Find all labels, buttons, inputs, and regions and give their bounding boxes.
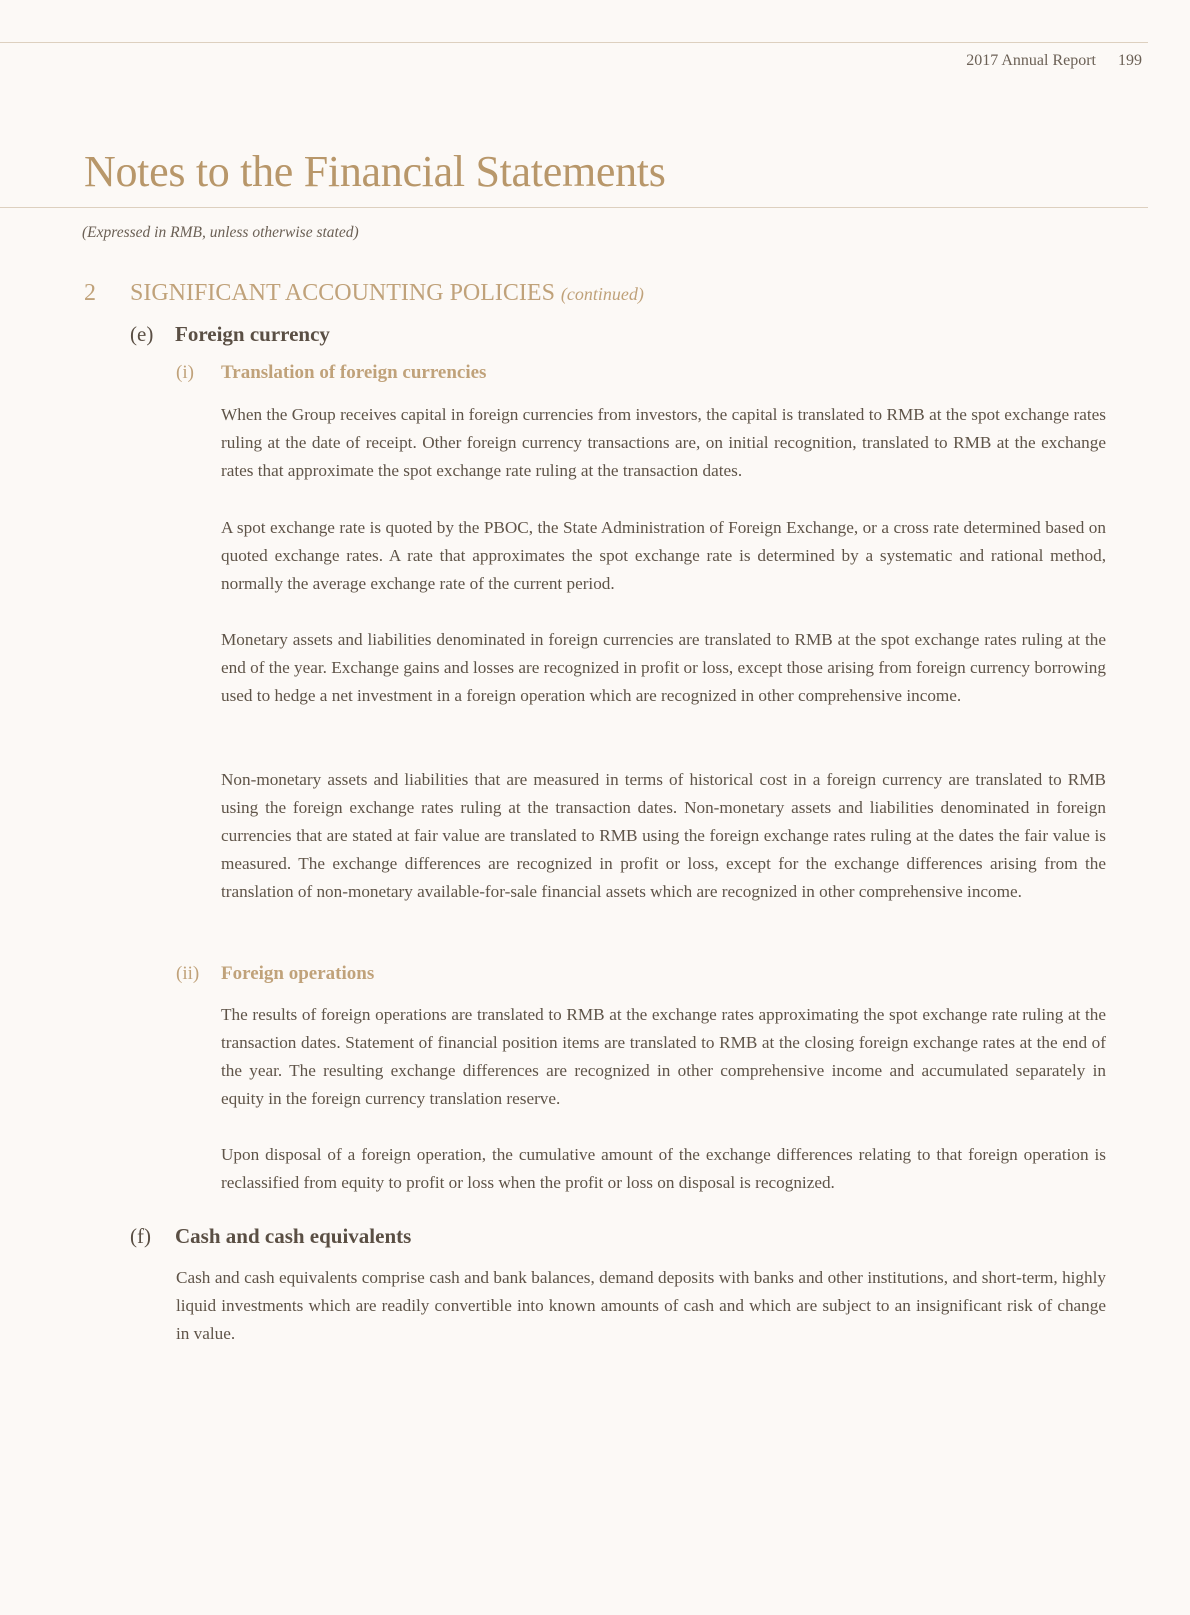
item-title: Foreign operations xyxy=(221,963,375,984)
running-header xyxy=(966,52,1142,70)
subsection-title: Foreign currency xyxy=(175,322,330,346)
section-heading xyxy=(84,280,644,307)
section-title: SIGNIFICANT ACCOUNTING POLICIES xyxy=(130,280,555,306)
report-label: 2017 Annual Report xyxy=(966,52,1096,69)
subsection-label: (f) xyxy=(130,1224,151,1248)
currency-note: (Expressed in RMB, unless otherwise stated) xyxy=(82,224,359,241)
item-heading-i xyxy=(176,362,486,384)
item-title: Translation of foreign currencies xyxy=(221,362,487,383)
header-divider xyxy=(0,42,1148,43)
paragraph: Upon disposal of a foreign operation, the cumulative amount of the exchange differences relating to that foreign operation is reclassified from equity to profit or loss when the profit or loss on disposal is recognized. xyxy=(221,1145,1106,1192)
section-continued: (continued) xyxy=(560,284,644,304)
paragraph: The results of foreign operations are translated to RMB at the exchange rates approximating the spot exchange rate ruling at the transaction dates. Statement of financial position items are translated to RMB at the closing foreign exchange rates at the end of the year. The resulting exchange differences are recognized in other comprehensive income and accumulated separately in equity in the foreign currency translation reserve. xyxy=(221,1005,1106,1108)
page-title: Notes to the Financial Statements xyxy=(84,147,666,196)
paragraph: When the Group receives capital in foreign currencies from investors, the capital is translated to RMB at the spot exchange rates ruling at the date of receipt. Other foreign currency transactions are, on initial recognition, translated to RMB at the exchange rates that approximate the spot exchange rate ruling at the transaction dates. xyxy=(221,405,1106,480)
paragraph: Non-monetary assets and liabilities that are measured in terms of historical cost in a foreign currency are translated to RMB using the foreign exchange rates ruling at the transaction dates. Non-monetary assets and liabilities denominated in foreign currencies that are stated at fair value are translated to RMB using the foreign exchange rates ruling at the dates the fair value is measured. The exchange differences are recognized in profit or loss, except for the exchange differences arising from the translation of non-monetary available-for-sale financial assets which are recognized in other comprehensive income. xyxy=(221,770,1106,901)
subsection-label: (e) xyxy=(130,322,154,346)
section-number: 2 xyxy=(84,280,96,306)
paragraph: Monetary assets and liabilities denominated in foreign currencies are translated to RMB at the spot exchange rates ruling at the end of the year. Exchange gains and losses are recognized in profit or loss, except those arising from foreign currency borrowing used to hedge a net investment in a foreign operation which are recognized in other comprehensive income. xyxy=(221,630,1106,705)
item-label: (i) xyxy=(176,362,194,383)
title-divider xyxy=(0,207,1148,208)
paragraph: A spot exchange rate is quoted by the PBOC, the State Administration of Foreign Exchange, or a cross rate determined based on quoted exchange rates. A rate that approximates the spot exchange rate is determined by a systematic and rational method, normally the average exchange rate of the current period. xyxy=(221,518,1106,593)
subsection-heading-f xyxy=(130,1224,411,1249)
page-number: 199 xyxy=(1118,52,1142,69)
paragraph: Cash and cash equivalents comprise cash and bank balances, demand deposits with banks and other institutions, and short-term, highly liquid investments which are readily convertible into known amounts of cash and which are subject to an insignificant risk of change in value. xyxy=(176,1268,1106,1343)
subsection-title: Cash and cash equivalents xyxy=(175,1224,412,1248)
item-heading-ii xyxy=(176,963,374,985)
subsection-heading-e xyxy=(130,322,330,347)
item-label: (ii) xyxy=(176,963,200,984)
